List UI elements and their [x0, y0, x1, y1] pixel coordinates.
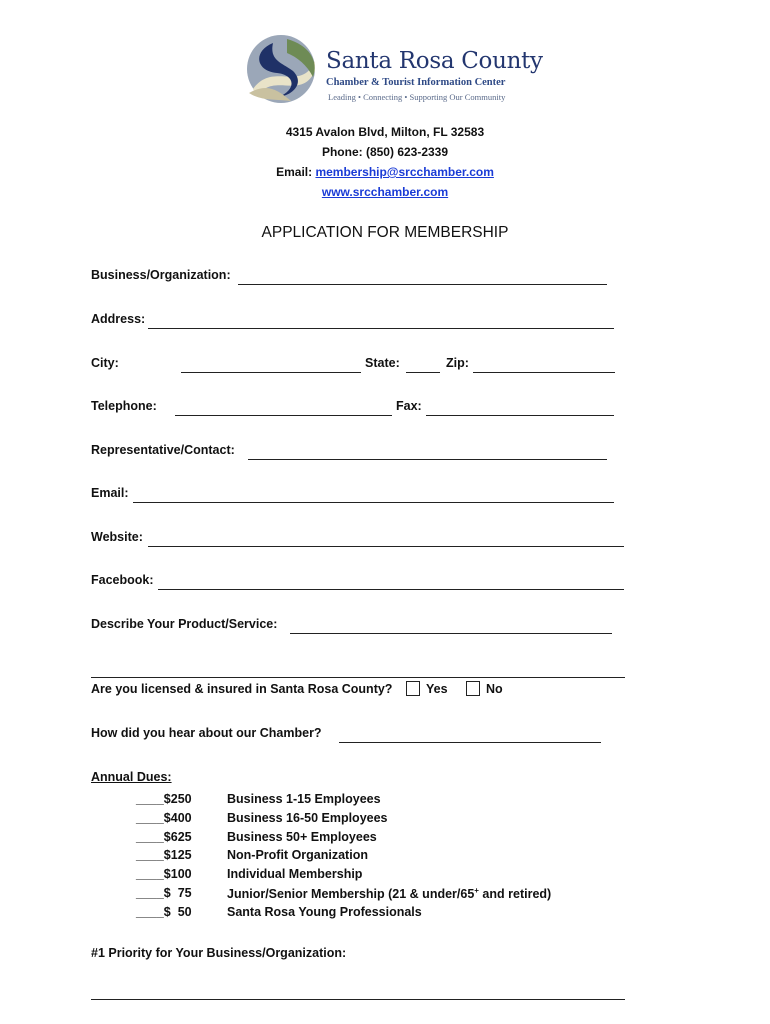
website-line: [0, 185, 770, 199]
dues-price-250[interactable]: ____$250: [136, 792, 192, 806]
business-label: Business/Organization:: [91, 268, 231, 282]
email-field[interactable]: [133, 502, 614, 503]
licensed-no-checkbox[interactable]: [466, 681, 480, 696]
heard-field[interactable]: [339, 742, 601, 743]
no-label: No: [486, 682, 503, 696]
city-field[interactable]: [181, 372, 361, 373]
fax-field[interactable]: [426, 415, 614, 416]
dues-desc-75: [227, 886, 551, 901]
fax-label: Fax:: [396, 399, 422, 413]
website-field[interactable]: [148, 546, 624, 547]
email-line: [0, 165, 770, 179]
telephone-label: Telephone:: [91, 399, 157, 413]
representative-field[interactable]: [248, 459, 607, 460]
logo-subtitle: Chamber & Tourist Information Center: [326, 77, 506, 88]
dues-desc-125: Non-Profit Organization: [227, 848, 368, 862]
dues-desc-250: Business 1-15 Employees: [227, 792, 381, 806]
heard-label: How did you hear about our Chamber?: [91, 726, 322, 740]
dues-price-400[interactable]: ____$400: [136, 811, 192, 825]
zip-label: Zip:: [446, 356, 469, 370]
logo-tagline: Leading • Connecting • Supporting Our Community: [328, 92, 506, 102]
state-label: State:: [365, 356, 400, 370]
business-field[interactable]: [238, 284, 607, 285]
phone-text: Phone: (850) 623-2339: [321, 145, 449, 159]
dues-price-625[interactable]: ____$625: [136, 830, 192, 844]
city-label: City:: [91, 356, 119, 370]
junior-desc: Junior/Senior Membership (21 & under/65: [227, 887, 475, 902]
dues-price-50[interactable]: ____$ 50: [136, 905, 192, 919]
priority-label: #1 Priority for Your Business/Organization:: [91, 946, 347, 960]
representative-label: Representative/Contact:: [91, 443, 235, 457]
email-label-field: Email:: [91, 486, 129, 500]
address-field[interactable]: [148, 328, 614, 329]
email-link[interactable]: membership@srcchamber.com: [315, 165, 494, 179]
address-label: Address:: [91, 312, 146, 326]
describe-field[interactable]: [290, 633, 612, 634]
dues-desc-400: Business 16-50 Employees: [227, 811, 388, 825]
dues-desc-100: Individual Membership: [227, 867, 363, 881]
swoosh-logo-icon: [243, 31, 323, 107]
junior-sup: +: [474, 886, 479, 895]
dues-heading: Annual Dues:: [91, 770, 172, 784]
email-label: Email:: [276, 165, 316, 179]
logo-title: Santa Rosa County: [326, 48, 543, 74]
dues-desc-50: Santa Rosa Young Professionals: [227, 905, 422, 919]
dues-price-75[interactable]: ____$ 75: [136, 886, 192, 900]
junior-tail: and retired): [478, 887, 552, 902]
website-label: Website:: [91, 530, 143, 544]
telephone-field[interactable]: [175, 415, 392, 416]
dues-price-100[interactable]: ____$100: [136, 867, 192, 881]
website-link[interactable]: www.srcchamber.com: [321, 185, 449, 199]
describe-field-continued[interactable]: [91, 677, 625, 678]
facebook-field[interactable]: [158, 589, 624, 590]
licensed-question: Are you licensed & insured in Santa Rosa County?: [91, 682, 393, 696]
licensed-yes-checkbox[interactable]: [406, 681, 420, 696]
describe-label: Describe Your Product/Service:: [91, 617, 278, 631]
priority-field[interactable]: [91, 999, 625, 1000]
dues-desc-625: Business 50+ Employees: [227, 830, 377, 844]
address-text: 4315 Avalon Blvd, Milton, FL 32583: [285, 125, 485, 139]
facebook-label: Facebook:: [91, 573, 154, 587]
yes-label: Yes: [426, 682, 448, 696]
state-field[interactable]: [406, 372, 440, 373]
page-title: APPLICATION FOR MEMBERSHIP: [261, 224, 509, 241]
zip-field[interactable]: [473, 372, 615, 373]
dues-price-125[interactable]: ____$125: [136, 848, 192, 862]
